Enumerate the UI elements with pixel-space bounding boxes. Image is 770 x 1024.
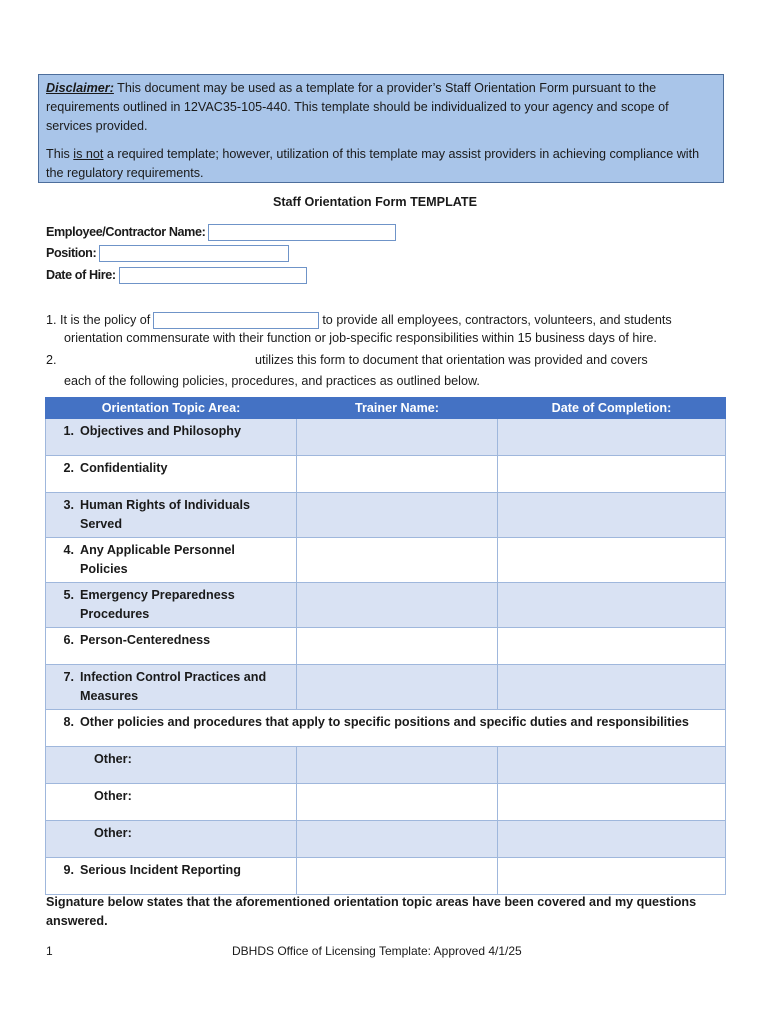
table-row	[46, 538, 726, 583]
topic-text: Confidentiality	[80, 461, 168, 475]
topic-cell: Other:	[46, 821, 297, 858]
header-trainer: Trainer Name:	[297, 398, 498, 419]
topic-cell	[46, 628, 297, 665]
trainer-cell[interactable]	[297, 538, 498, 583]
trainer-cell[interactable]	[297, 419, 498, 456]
topic-text: Person-Centeredness	[80, 633, 211, 647]
date-cell[interactable]	[498, 493, 726, 538]
policy-1-pre: 1. It is the policy of	[46, 312, 151, 327]
date-of-hire-row	[46, 265, 307, 285]
table-row	[46, 419, 726, 456]
row-number: 4.	[63, 543, 74, 557]
disclaimer-box	[38, 74, 724, 183]
topic-text: Human Rights of Individuals Served	[80, 498, 251, 531]
disclaimer-paragraph-2	[46, 145, 716, 183]
date-cell[interactable]	[498, 456, 726, 493]
topic-cell	[46, 583, 297, 628]
topic-cell	[46, 858, 297, 895]
employee-name-field[interactable]	[208, 224, 396, 241]
provider-name-field[interactable]	[153, 312, 319, 329]
date-cell[interactable]	[498, 583, 726, 628]
trainer-cell[interactable]	[297, 493, 498, 538]
row-number: 6.	[63, 633, 74, 647]
topic-cell	[46, 538, 297, 583]
employee-name-row	[46, 222, 396, 242]
date-of-hire-label: Date of Hire:	[46, 268, 116, 282]
disclaimer-paragraph-1	[46, 79, 716, 136]
trainer-cell[interactable]	[297, 784, 498, 821]
topic-text: Any Applicable Personnel Policies	[80, 543, 235, 576]
topic-text: Infection Control Practices and Measures	[80, 670, 267, 703]
trainer-cell[interactable]	[297, 858, 498, 895]
footer-approval: DBHDS Office of Licensing Template: Approved 4/1/25	[232, 944, 522, 958]
topic-text: Serious Incident Reporting	[80, 863, 241, 877]
policy-2-number: 2.	[46, 353, 57, 367]
table-row	[46, 456, 726, 493]
table-row	[46, 665, 726, 710]
row-number: 2.	[63, 461, 74, 475]
trainer-cell[interactable]	[297, 583, 498, 628]
table-row	[46, 747, 726, 784]
topic-text: Emergency Preparedness Procedures	[80, 588, 235, 621]
header-date: Date of Completion:	[498, 398, 726, 419]
topic-text: Objectives and Philosophy	[80, 424, 241, 438]
row-number: 1.	[63, 424, 74, 438]
employee-name-label: Employee/Contractor Name:	[46, 225, 206, 239]
table-row	[46, 493, 726, 538]
trainer-cell[interactable]	[297, 665, 498, 710]
date-cell[interactable]	[498, 858, 726, 895]
topic-text: Other policies and procedures that apply to specific positions and specific duties and responsibilities	[80, 715, 689, 729]
disclaimer-text-2-pre: This	[46, 147, 74, 161]
table-row	[46, 710, 726, 747]
row-number: 3.	[63, 498, 74, 512]
topic-cell	[46, 665, 297, 710]
policy-line-1	[46, 312, 672, 329]
topic-cell: Other:	[46, 747, 297, 784]
date-cell[interactable]	[498, 665, 726, 710]
trainer-cell[interactable]	[297, 747, 498, 784]
date-cell[interactable]	[498, 784, 726, 821]
date-cell[interactable]	[498, 821, 726, 858]
topic-cell	[46, 419, 297, 456]
trainer-cell[interactable]	[297, 456, 498, 493]
disclaimer-label: Disclaimer:	[46, 81, 114, 95]
date-cell[interactable]	[498, 419, 726, 456]
date-of-hire-field[interactable]	[119, 267, 307, 284]
header-topic: Orientation Topic Area:	[46, 398, 297, 419]
position-field[interactable]	[99, 245, 289, 262]
orientation-table	[45, 397, 726, 895]
disclaimer-text-1: This document may be used as a template for a provider’s Staff Orientation Form pursuant to the requirements outlined in 12VAC35-105-440. This template should be individualized to your agency and scope of services provided.	[46, 81, 669, 133]
date-cell[interactable]	[498, 538, 726, 583]
row-number: 7.	[63, 670, 74, 684]
position-row	[46, 243, 289, 263]
disclaimer-emphasis: is not	[73, 147, 104, 161]
table-row	[46, 784, 726, 821]
row-number: 5.	[63, 588, 74, 602]
table-row	[46, 821, 726, 858]
policy-1-post: to provide all employees, contractors, volunteers, and students	[322, 312, 672, 327]
form-title: Staff Orientation Form TEMPLATE	[272, 195, 478, 209]
date-cell[interactable]	[498, 747, 726, 784]
policy-line-2b: each of the following policies, procedures, and practices as outlined below.	[64, 374, 480, 388]
table-row	[46, 858, 726, 895]
topic-cell	[46, 493, 297, 538]
policy-line-1b: orientation commensurate with their function or job-specific responsibilities within 15 business days of hire.	[64, 331, 657, 345]
position-label: Position:	[46, 246, 97, 260]
table-row	[46, 628, 726, 665]
page-number: 1	[46, 944, 53, 958]
disclaimer-text-2-post: a required template; however, utilization of this template may assist providers in achieving compliance with the regulatory requirements.	[46, 147, 700, 180]
row-number: 8.	[63, 715, 74, 729]
trainer-cell[interactable]	[297, 628, 498, 665]
date-cell[interactable]	[498, 628, 726, 665]
table-row	[46, 583, 726, 628]
row-number: 9.	[63, 863, 74, 877]
signature-statement: Signature below states that the aforementioned orientation topic areas have been covered and my questions answered.	[46, 895, 697, 928]
topic-cell-wide	[46, 710, 726, 747]
policy-line-2: utilizes this form to document that orientation was provided and covers	[255, 353, 648, 367]
topic-cell: Other:	[46, 784, 297, 821]
topic-cell	[46, 456, 297, 493]
trainer-cell[interactable]	[297, 821, 498, 858]
